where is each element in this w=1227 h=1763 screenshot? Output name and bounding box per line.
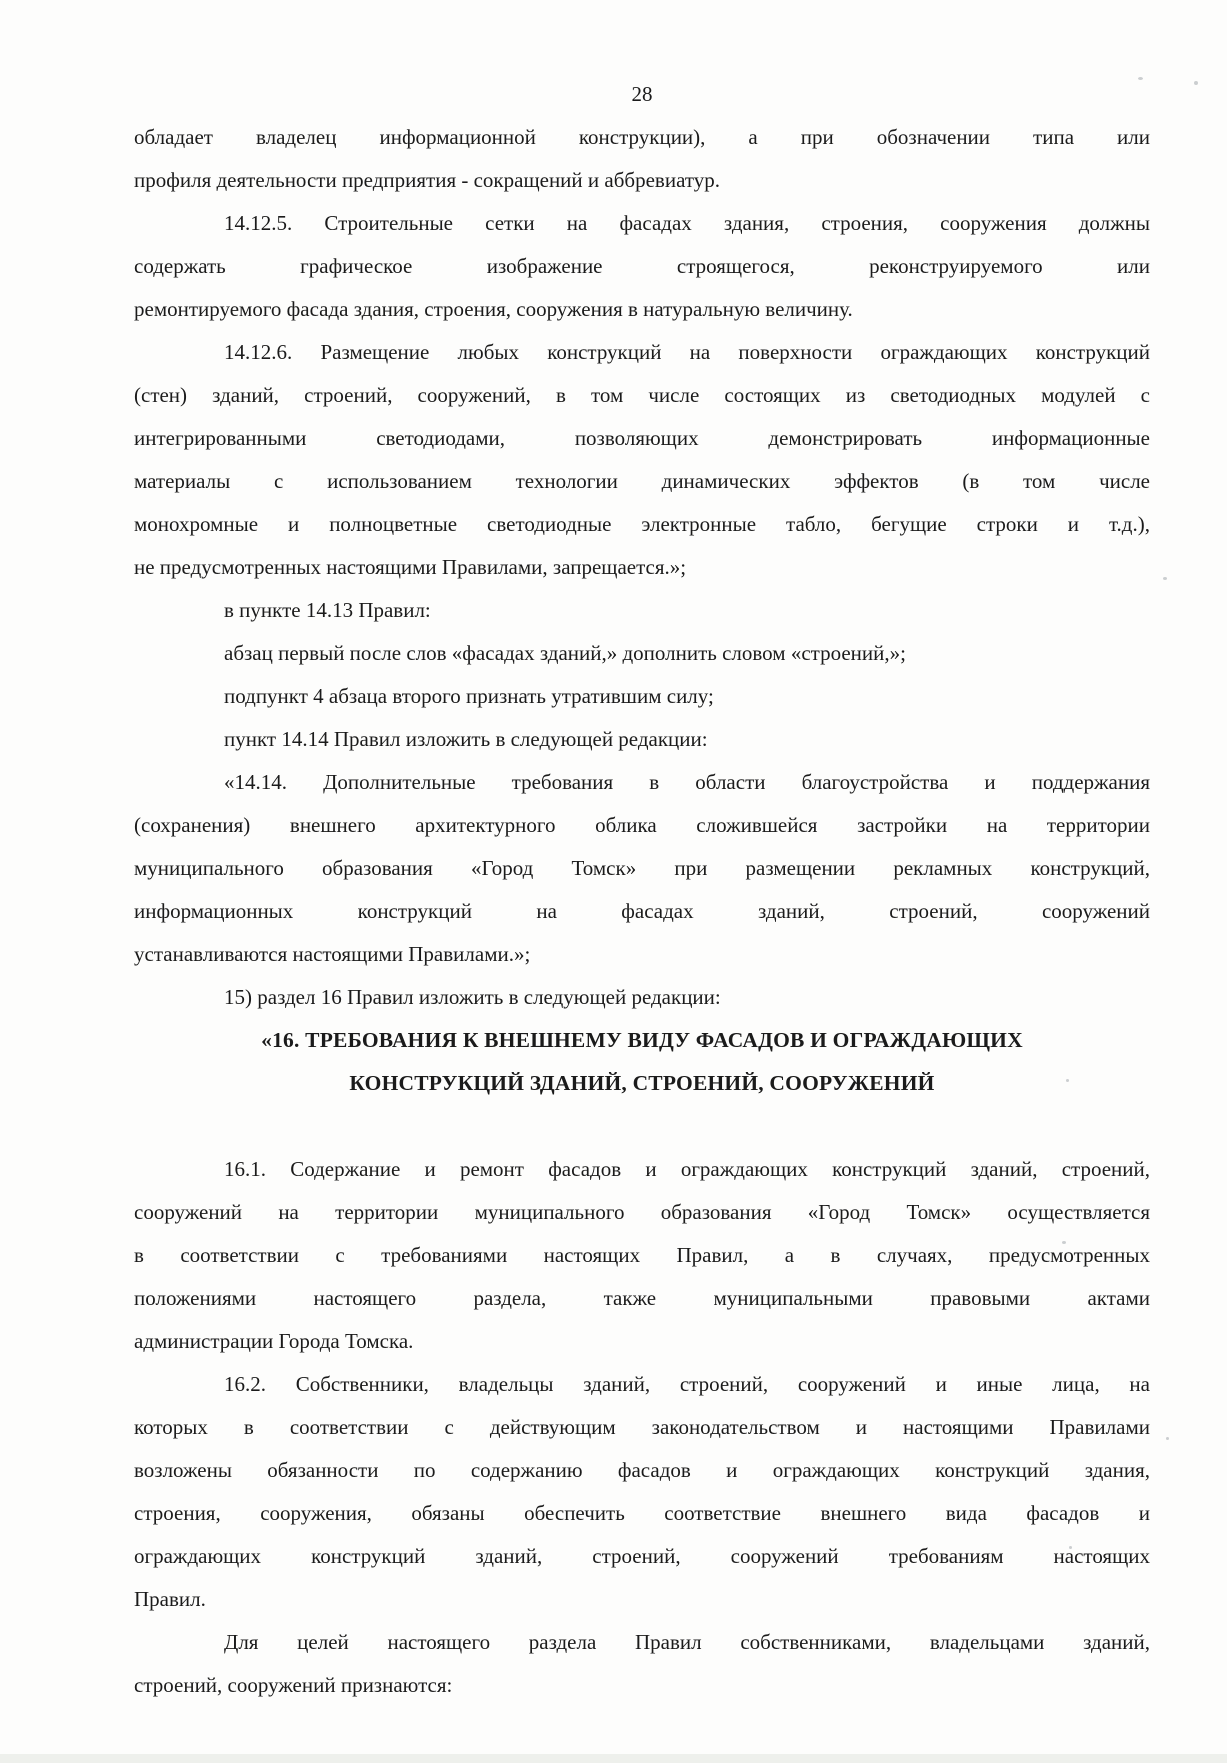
text-line: Правил. (134, 1587, 206, 1611)
scan-speck (1163, 577, 1167, 580)
text-line: пункт 14.14 Правил изложить в следующей редакции: (224, 727, 708, 751)
section-heading-line: «16. ТРЕБОВАНИЯ К ВНЕШНЕМУ ВИДУ ФАСАДОВ И ОГРАЖДАЮЩИХ (261, 1028, 1023, 1052)
text-line: (стен) зданий, строений, сооружений, в том числе состоящих из светодиодных модулей с (134, 383, 1150, 407)
text-line: профиля деятельности предприятия - сокращений и аббревиатур. (134, 168, 720, 192)
text-line: подпункт 4 абзаца второго признать утратившим силу; (224, 684, 714, 708)
text-line: содержать графическое изображение строящегося, реконструируемого или (134, 254, 1150, 278)
scan-speck (1166, 1437, 1169, 1440)
text-line: сооружений на территории муниципального образования «Город Томск» осуществляется (134, 1200, 1150, 1224)
text-line: строений, сооружений признаются: (134, 1673, 453, 1697)
page-number: 28 (631, 82, 653, 106)
text-line: устанавливаются настоящими Правилами.»; (134, 942, 531, 966)
text-line: в соответствии с требованиями настоящих Правил, а в случаях, предусмотренных (134, 1243, 1150, 1267)
text-line: (сохранения) внешнего архитектурного облика сложившейся застройки на территории (134, 813, 1150, 837)
blank-line (134, 1105, 1150, 1148)
text-line: 16.2. Собственники, владельцы зданий, строений, сооружений и иные лица, на (224, 1372, 1150, 1396)
scan-speck (1062, 1241, 1066, 1244)
text-line: возложены обязанности по содержанию фасадов и ограждающих конструкций здания, (134, 1458, 1150, 1482)
text-line: 14.12.6. Размещение любых конструкций на поверхности ограждающих конструкций (224, 340, 1150, 364)
text-line: 14.12.5. Строительные сетки на фасадах здания, строения, сооружения должны (224, 211, 1150, 235)
text-line: в пункте 14.13 Правил: (224, 598, 431, 622)
scan-speck (1069, 1546, 1072, 1549)
text-line: не предусмотренных настоящими Правилами, запрещается.»; (134, 555, 687, 579)
text-line: интегрированными светодиодами, позволяющих демонстрировать информационные (134, 426, 1150, 450)
scan-speck (1194, 81, 1198, 85)
text-line: 16.1. Содержание и ремонт фасадов и ограждающих конструкций зданий, строений, (224, 1157, 1150, 1181)
text-line: монохромные и полноцветные светодиодные электронные табло, бегущие строки и т.д.), (134, 512, 1150, 536)
text-line: строения, сооружения, обязаны обеспечить соответствие внешнего вида фасадов и (134, 1501, 1150, 1525)
text-line: ограждающих конструкций зданий, строений, сооружений требованиям настоящих (134, 1544, 1150, 1568)
text-line: обладает владелец информационной конструкции), а при обозначении типа или (134, 125, 1150, 149)
document-lines (134, 116, 1150, 1707)
text-line: муниципального образования «Город Томск» при размещении рекламных конструкций, (134, 856, 1150, 880)
text-line: администрации Города Томска. (134, 1329, 414, 1353)
scan-artifact-strip (0, 1754, 1227, 1763)
scan-speck (1138, 77, 1143, 80)
text-line: материалы с использованием технологии динамических эффектов (в том числе (134, 469, 1150, 493)
section-heading-line: КОНСТРУКЦИЙ ЗДАНИЙ, СТРОЕНИЙ, СООРУЖЕНИЙ (349, 1071, 935, 1095)
text-line: абзац первый после слов «фасадах зданий,» дополнить словом «строений,»; (224, 641, 906, 665)
page-content (134, 72, 1150, 1707)
text-line: «14.14. Дополнительные требования в области благоустройства и поддержания (224, 770, 1150, 794)
text-line: 15) раздел 16 Правил изложить в следующей редакции: (224, 985, 721, 1009)
scan-speck (1066, 1079, 1069, 1082)
text-line: ремонтируемого фасада здания, строения, сооружения в натуральную величину. (134, 297, 853, 321)
text-line: информационных конструкций на фасадах зданий, строений, сооружений (134, 899, 1150, 923)
text-line: Для целей настоящего раздела Правил собственниками, владельцами зданий, (224, 1630, 1150, 1654)
text-line: которых в соответствии с действующим законодательством и настоящими Правилами (134, 1415, 1150, 1439)
text-line: положениями настоящего раздела, также муниципальными правовыми актами (134, 1286, 1150, 1310)
